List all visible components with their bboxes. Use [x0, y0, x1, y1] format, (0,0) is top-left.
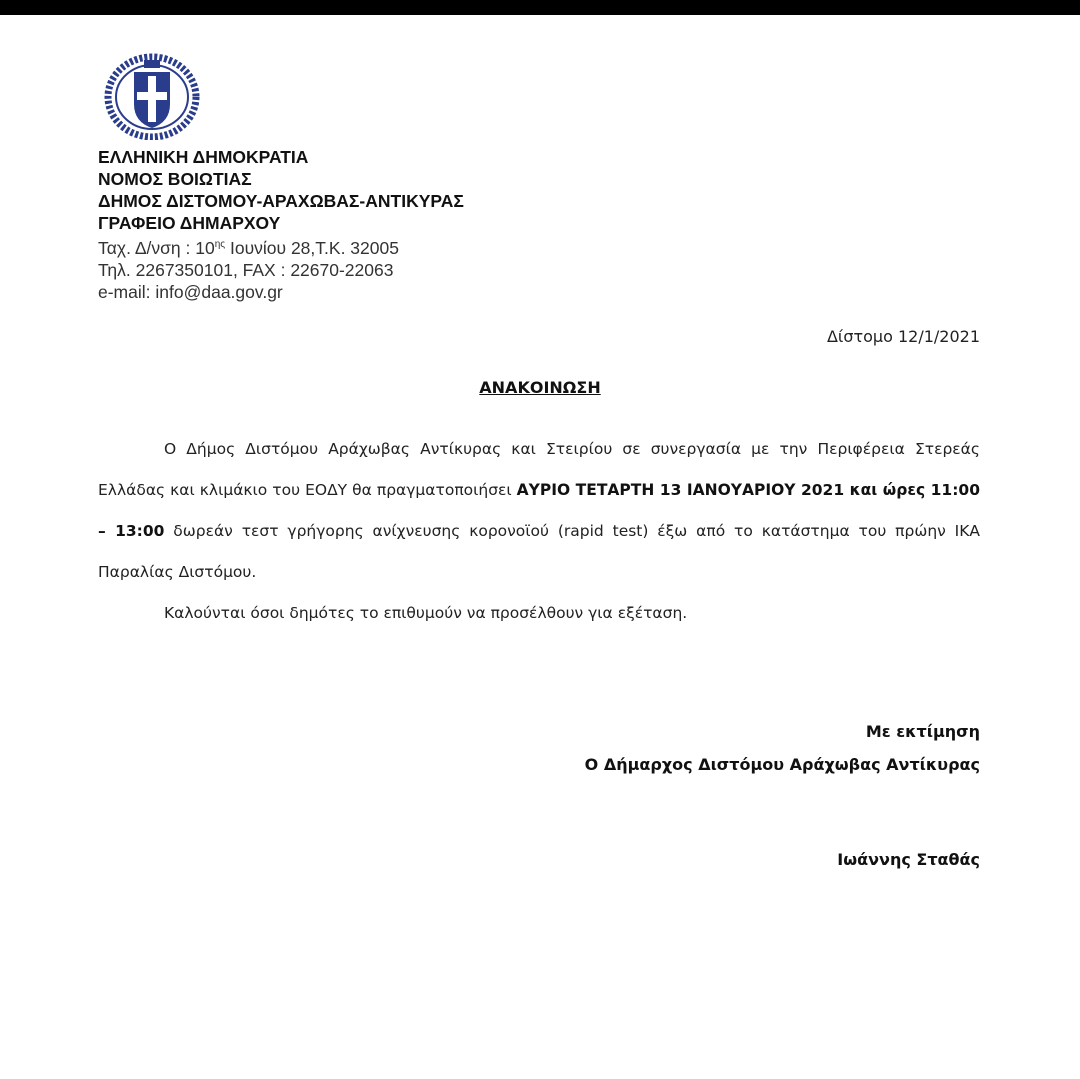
paragraph-main — [98, 429, 980, 593]
letterhead — [98, 146, 464, 303]
document-date: Δίστομο 12/1/2021 — [826, 327, 980, 346]
paragraph-main-end: δωρεάν τεστ γρήγορης ανίχνευσης κορονοϊού (rapid test) έξω από το κατάστημα του πρώην ΙΚΑ Παραλίας Διστόμου. — [98, 522, 981, 581]
header-phone: Τηλ. 2267350101, FAX : 22670-22063 — [98, 259, 394, 280]
document-title — [0, 378, 1080, 397]
document-title-text: ΑΝΑΚΟΙΝΩΣΗ — [479, 378, 601, 397]
header-line-municipality: ΔΗΜΟΣ ΔΙΣΤΟΜΟΥ-ΑΡΑΧΩΒΑΣ-ΑΝΤΙΚΥΡΑΣ — [98, 191, 464, 211]
header-line-office: ΓΡΑΦΕΙΟ ΔΗΜΑΡΧΟΥ — [98, 213, 281, 233]
header-line-prefecture: ΝΟΜΟΣ ΒΟΙΩΤΙΑΣ — [98, 169, 252, 189]
paragraph-main-bold: ΑΥΡΙΟ ΤΕΤΑΡΤΗ 13 ΙΑΝΟΥΑΡΙΟΥ 2021 και ώρες 11:00 – 13:00 — [98, 481, 980, 540]
paragraph-invitation: Καλούνται όσοι δημότες το επιθυμούν να προσέλθουν για εξέταση. — [164, 604, 688, 622]
address-suffix: Ιουνίου 28,Τ.Κ. 32005 — [225, 237, 399, 258]
greek-coat-of-arms-icon — [104, 52, 200, 140]
closing-role: Ο Δήμαρχος Διστόμου Αράχωβας Αντίκυρας — [584, 755, 980, 774]
address-superscript: ης — [214, 239, 226, 250]
paragraph-main-start: Ο Δήμος Διστόμου Αράχωβας Αντίκυρας και Στειρίου σε συνεργασία με την Περιφέρεια Στερεάς Ελλάδας και κλιμάκιο του ΕΟΔΥ θα πραγματοποιήσει — [98, 440, 980, 499]
header-line-republic: ΕΛΛΗΝΙΚΗ ΔΗΜΟΚΡΑΤΙΑ — [98, 147, 309, 167]
announcement-body — [98, 429, 980, 634]
header-email: e-mail: info@daa.gov.gr — [98, 281, 283, 302]
closing-regards: Με εκτίμηση — [865, 722, 980, 741]
header-address — [98, 234, 464, 259]
address-prefix: Ταχ. Δ/νση : 10 — [98, 237, 215, 258]
top-bar — [0, 0, 1080, 15]
signatory-name: Ιωάννης Σταθάς — [837, 850, 980, 869]
